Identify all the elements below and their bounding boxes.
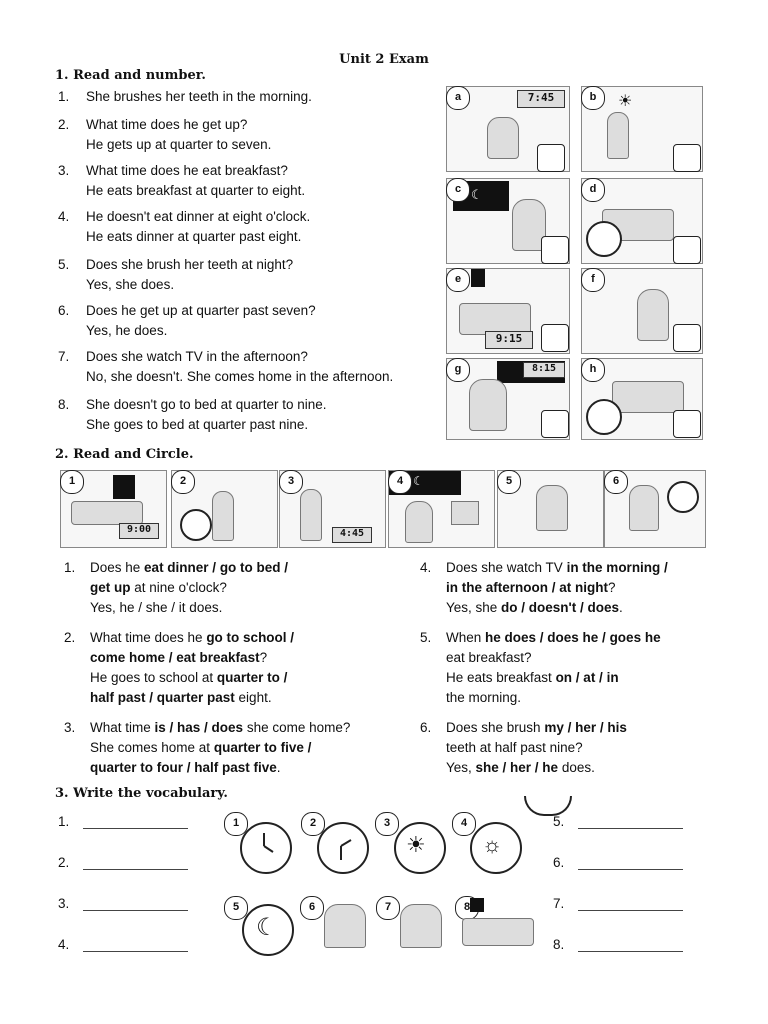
q-options: in the afternoon / at night xyxy=(446,580,608,595)
q-text: What time does he xyxy=(90,630,207,645)
clock-hands-icon xyxy=(319,824,367,872)
answer-box-e[interactable] xyxy=(541,324,569,352)
section1-heading: 1. Read and number. xyxy=(55,68,206,83)
q-options: half past / quarter past xyxy=(90,690,235,705)
clock-icon xyxy=(667,481,699,513)
item-number: 2. xyxy=(58,117,70,132)
q-text: does. xyxy=(558,760,595,775)
girl-figure xyxy=(629,485,659,531)
question-number: 4. xyxy=(420,560,432,575)
vocab-badge-2: 2 xyxy=(301,812,325,836)
item-number: 1. xyxy=(58,89,70,104)
vocab-number: 1. xyxy=(58,814,70,829)
noon-sun-icon xyxy=(470,822,522,874)
vocab-badge-6: 6 xyxy=(300,896,324,920)
q-options: quarter to five / xyxy=(213,740,312,755)
number-badge-2: 2 xyxy=(171,470,195,494)
answer-box-c[interactable] xyxy=(541,236,569,264)
digital-clock: 9:00 xyxy=(119,523,159,539)
q-options: quarter to four / half past five xyxy=(90,760,277,775)
boy-figure xyxy=(536,485,568,531)
s2-question-2 xyxy=(64,628,404,708)
clock-icon xyxy=(586,221,622,257)
answer-box-h[interactable] xyxy=(673,410,701,438)
vocab-badge-8: 8 xyxy=(455,896,479,920)
q-text: the morning. xyxy=(446,690,522,705)
letter-badge-b: b xyxy=(581,86,605,110)
number-badge-1: 1 xyxy=(60,470,84,494)
s1-item-7 xyxy=(58,347,393,387)
night-window xyxy=(470,898,484,912)
letter-badge-e: e xyxy=(446,268,470,292)
q-answer: Yes, he / she / it does. xyxy=(90,600,223,615)
vocab-line-7 xyxy=(553,896,683,911)
q-text: eight. xyxy=(234,690,272,705)
clock-hands-icon xyxy=(242,824,290,872)
letter-badge-h: h xyxy=(581,358,605,382)
night-window xyxy=(471,269,485,287)
answer-line[interactable] xyxy=(83,937,188,952)
vocab-badge-4: 4 xyxy=(452,812,476,836)
answer-box-d[interactable] xyxy=(673,236,701,264)
boy-figure xyxy=(487,117,519,159)
q-text: Does he xyxy=(90,560,145,575)
q-options: is / has / does xyxy=(154,720,244,735)
sun-icon: ☀ xyxy=(618,93,633,110)
s2-question-6 xyxy=(420,718,720,778)
night-icon xyxy=(242,904,294,956)
q-text: When xyxy=(446,630,486,645)
question-number: 6. xyxy=(420,720,432,735)
tv-figure xyxy=(451,501,479,525)
q-text: eat breakfast? xyxy=(446,650,532,665)
bed-figure xyxy=(71,501,143,525)
item-line1: What time does he get up? xyxy=(86,117,248,132)
answer-line[interactable] xyxy=(83,896,188,911)
q-options: quarter to / xyxy=(216,670,288,685)
answer-line[interactable] xyxy=(83,814,188,829)
vocab-badge-1: 1 xyxy=(224,812,248,836)
q-options: in the morning / xyxy=(566,560,668,575)
vocab-line-2 xyxy=(58,855,188,870)
digital-clock: 7:45 xyxy=(517,90,565,108)
digital-clock: 8:15 xyxy=(523,362,565,378)
q-text: teeth at half past nine? xyxy=(446,740,583,755)
answer-line[interactable] xyxy=(578,896,683,911)
q-options: he does / does he / goes he xyxy=(485,630,661,645)
clock-icon xyxy=(317,822,369,874)
digital-clock: 9:15 xyxy=(485,331,533,349)
s1-item-3 xyxy=(58,161,305,201)
s2-question-3 xyxy=(64,718,409,778)
q-text: Does she watch TV xyxy=(446,560,567,575)
s1-item-1 xyxy=(58,87,312,107)
vocab-number: 6. xyxy=(553,855,565,870)
q-text: . xyxy=(619,600,623,615)
q-text: ? xyxy=(259,650,268,665)
answer-box-f[interactable] xyxy=(673,324,701,352)
q-text: . xyxy=(276,760,281,775)
item-line2: He eats dinner at quarter past eight. xyxy=(86,229,302,244)
section2-heading: 2. Read and Circle. xyxy=(55,447,194,462)
q-options: come home / eat breakfast xyxy=(90,650,260,665)
q-text: Yes, she xyxy=(446,600,502,615)
answer-box-b[interactable] xyxy=(673,144,701,172)
q-text: at nine o'clock? xyxy=(130,580,227,595)
question-number: 1. xyxy=(64,560,76,575)
digital-clock: 4:45 xyxy=(332,527,372,543)
item-line2: No, she doesn't. She comes home in the afternoon. xyxy=(86,369,394,384)
vocab-line-8 xyxy=(553,937,683,952)
section3-heading: 3. Write the vocabulary. xyxy=(55,786,228,801)
s1-item-4 xyxy=(58,207,310,247)
answer-line[interactable] xyxy=(578,814,683,829)
item-line2: He gets up at quarter to seven. xyxy=(86,137,272,152)
q-text: He goes to school at xyxy=(90,670,217,685)
q-options: my / her / his xyxy=(544,720,627,735)
vocab-line-6 xyxy=(553,855,683,870)
girl-figure xyxy=(405,501,433,543)
item-number: 4. xyxy=(58,209,70,224)
letter-badge-f: f xyxy=(581,268,605,292)
q-text: Yes, xyxy=(446,760,476,775)
vocab-badge-3: 3 xyxy=(375,812,399,836)
q-options: do / doesn't / does xyxy=(501,600,620,615)
q-text: He eats breakfast xyxy=(446,670,556,685)
question-number: 5. xyxy=(420,630,432,645)
q-text: What time xyxy=(90,720,155,735)
vocab-number: 4. xyxy=(58,937,70,952)
number-badge-3: 3 xyxy=(279,470,303,494)
vocab-line-4 xyxy=(58,937,188,952)
q-text: She comes home at xyxy=(90,740,214,755)
sun-icon: ☀ xyxy=(406,832,426,857)
vocab-number: 3. xyxy=(58,896,70,911)
q-text: ? xyxy=(608,580,616,595)
eating-boy-figure xyxy=(324,904,366,948)
vocab-badge-7: 7 xyxy=(376,896,400,920)
moon-icon: ☾ xyxy=(256,914,278,941)
item-line2: He eats breakfast at quarter to eight. xyxy=(86,183,306,198)
vocab-line-1 xyxy=(58,814,188,829)
girl-figure xyxy=(607,112,629,159)
moon-icon: ☾ xyxy=(471,187,483,202)
vocab-number: 2. xyxy=(58,855,70,870)
sun-icon: ☼ xyxy=(482,832,503,857)
item-line1: Does he get up at quarter past seven? xyxy=(86,303,316,318)
moon-icon: ☾ xyxy=(413,474,424,488)
item-line1: She brushes her teeth in the morning. xyxy=(86,89,312,104)
girl-figure xyxy=(637,289,669,341)
question-number: 2. xyxy=(64,630,76,645)
q-options: eat dinner / go to bed / xyxy=(144,560,289,575)
answer-box-g[interactable] xyxy=(541,410,569,438)
q-options: go to school / xyxy=(206,630,295,645)
item-line1: What time does he eat breakfast? xyxy=(86,163,288,178)
letter-badge-c: c xyxy=(446,178,470,202)
letter-badge-d: d xyxy=(581,178,605,202)
item-number: 7. xyxy=(58,349,70,364)
vocab-badge-5: 5 xyxy=(224,896,248,920)
bed-figure xyxy=(462,918,534,946)
night-window xyxy=(113,475,135,499)
q-text: she come home? xyxy=(243,720,351,735)
bed-figure xyxy=(612,381,684,413)
vocab-number: 5. xyxy=(553,814,565,829)
s1-item-2 xyxy=(58,115,271,155)
number-badge-4: 4 xyxy=(388,470,412,494)
item-line1: She doesn't go to bed at quarter to nine. xyxy=(86,397,327,412)
q-options: on / at / in xyxy=(555,670,619,685)
sunrise-icon xyxy=(394,822,446,874)
number-badge-6: 6 xyxy=(604,470,628,494)
item-number: 8. xyxy=(58,397,70,412)
page-title: Unit 2 Exam xyxy=(339,52,429,67)
answer-box-a[interactable] xyxy=(537,144,565,172)
letter-badge-a: a xyxy=(446,86,470,110)
q-options: she / her / he xyxy=(475,760,559,775)
item-number: 6. xyxy=(58,303,70,318)
letter-badge-g: g xyxy=(446,358,470,382)
s2-question-1 xyxy=(64,558,404,618)
vocab-number: 8. xyxy=(553,937,565,952)
eating-boy-figure xyxy=(400,904,442,948)
clock-icon xyxy=(240,822,292,874)
s2-question-4 xyxy=(420,558,720,618)
question-number: 3. xyxy=(64,720,76,735)
vocab-line-3 xyxy=(58,896,188,911)
answer-line[interactable] xyxy=(83,855,188,870)
clock-icon xyxy=(180,509,212,541)
item-number: 5. xyxy=(58,257,70,272)
s2-question-5 xyxy=(420,628,720,708)
number-badge-5: 5 xyxy=(497,470,521,494)
answer-line[interactable] xyxy=(578,855,683,870)
item-line1: He doesn't eat dinner at eight o'clock. xyxy=(86,209,311,224)
item-line2: Yes, she does. xyxy=(86,277,175,292)
sunset-icon xyxy=(524,796,572,816)
item-line1: Does she brush her teeth at night? xyxy=(86,257,294,272)
s1-item-5 xyxy=(58,255,293,295)
answer-line[interactable] xyxy=(578,937,683,952)
item-line2: She goes to bed at quarter past nine. xyxy=(86,417,309,432)
vocab-number: 7. xyxy=(553,896,565,911)
girl-figure xyxy=(300,489,322,541)
q-options: get up xyxy=(90,580,131,595)
item-line1: Does she watch TV in the afternoon? xyxy=(86,349,308,364)
s1-item-8 xyxy=(58,395,327,435)
item-number: 3. xyxy=(58,163,70,178)
item-line2: Yes, he does. xyxy=(86,323,168,338)
boy-figure xyxy=(212,491,234,541)
vocab-line-5 xyxy=(553,814,683,829)
clock-icon xyxy=(586,399,622,435)
s1-item-6 xyxy=(58,301,316,341)
q-text: Does she brush xyxy=(446,720,545,735)
man-figure xyxy=(469,379,507,431)
